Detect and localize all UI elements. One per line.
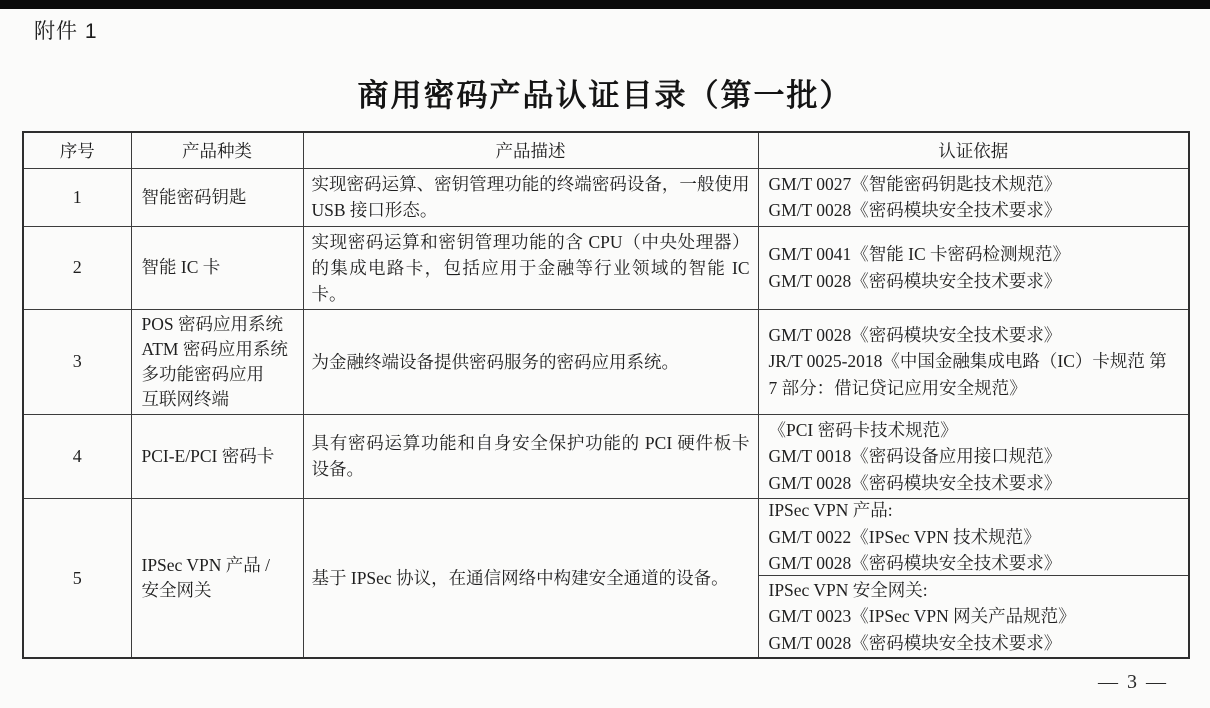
basis-line: GM/T 0027《智能密码钥匙技术规范》 — [768, 173, 1062, 194]
basis-cell — [758, 168, 1189, 226]
description-cell: 基于 IPSec 协议，在通信网络中构建安全通道的设备。 — [303, 499, 758, 659]
category-line: 互联网终端 — [141, 388, 229, 409]
category-cell — [131, 414, 303, 499]
table-row — [23, 226, 1189, 309]
category-line: PCI-E/PCI 密码卡 — [141, 445, 275, 466]
basis-subcell-vpn-product — [759, 499, 1189, 576]
basis-line: 《PCI 密码卡技术规范》 — [768, 419, 958, 440]
serial-cell: 1 — [23, 168, 131, 226]
category-line: 多功能密码应用 — [141, 363, 264, 384]
table-row — [23, 168, 1189, 226]
serial-cell: 3 — [23, 309, 131, 414]
basis-line: GM/T 0022《IPSec VPN 技术规范》 — [768, 526, 1041, 547]
table-row — [23, 414, 1189, 499]
basis-line: GM/T 0028《密码模块安全技术要求》 — [768, 270, 1062, 291]
category-line: 安全网关 — [141, 580, 212, 600]
category-cell — [131, 226, 303, 309]
basis-cell-split — [758, 499, 1189, 659]
category-cell — [131, 168, 303, 226]
basis-line: GM/T 0028《密码模块安全技术要求》 — [768, 632, 1062, 653]
table-header-row — [23, 132, 1189, 168]
basis-line: GM/T 0028《密码模块安全技术要求》 — [768, 324, 1062, 345]
serial-cell: 4 — [23, 414, 131, 499]
scan-edge-bar — [0, 0, 1210, 9]
description-cell: 为金融终端设备提供密码服务的密码应用系统。 — [303, 309, 758, 414]
basis-line: GM/T 0028《密码模块安全技术要求》 — [768, 200, 1062, 220]
basis-subcell-vpn-gateway — [759, 576, 1189, 657]
basis-line: GM/T 0041《智能 IC 卡密码检测规范》 — [768, 244, 1071, 264]
category-line: POS 密码应用系统 — [141, 313, 283, 334]
serial-cell: 2 — [23, 226, 131, 309]
description-cell: 实现密码运算和密钥管理功能的含 CPU（中央处理器）的集成电路卡，包括应用于金融等行业领域的智能 IC 卡。 — [303, 226, 758, 309]
column-header-serial: 序号 — [23, 132, 131, 168]
serial-cell: 5 — [23, 499, 131, 659]
column-header-basis: 认证依据 — [758, 132, 1189, 168]
basis-line: JR/T 0025-2018《中国金融集成电路（IC）卡规范 第 7 部分：借记贷记应用安全规范》 — [768, 351, 1167, 398]
category-cell — [131, 499, 303, 659]
description-cell: 实现密码运算、密钥管理功能的终端密码设备，一般使用 USB 接口形态。 — [303, 168, 758, 226]
basis-line: GM/T 0018《密码设备应用接口规范》 — [768, 446, 1062, 466]
basis-line: IPSec VPN 产品: — [768, 500, 893, 521]
document-title: 商用密码产品认证目录（第一批） — [357, 78, 853, 113]
basis-line: GM/T 0028《密码模块安全技术要求》 — [768, 472, 1062, 493]
basis-cell — [758, 414, 1189, 499]
category-line: IPSec VPN 产品 / — [141, 555, 271, 575]
table-row — [23, 499, 1189, 659]
certification-catalog-table — [22, 131, 1190, 659]
column-header-category: 产品种类 — [131, 132, 303, 168]
category-line: ATM 密码应用系统 — [141, 338, 288, 359]
basis-cell — [758, 309, 1189, 414]
basis-line: IPSec VPN 安全网关: — [768, 579, 928, 600]
basis-line: GM/T 0028《密码模块安全技术要求》 — [768, 553, 1062, 574]
category-cell — [131, 309, 303, 414]
category-line: 智能 IC 卡 — [141, 257, 221, 277]
attachment-label: 附件 1 — [34, 20, 98, 43]
description-cell: 具有密码运算功能和自身安全保护功能的 PCI 硬件板卡设备。 — [303, 414, 758, 499]
basis-cell — [758, 226, 1189, 309]
column-header-description: 产品描述 — [303, 132, 758, 168]
table-row — [23, 309, 1189, 414]
page-number: — 3 — — [1098, 671, 1168, 693]
category-line: 智能密码钥匙 — [141, 186, 247, 207]
basis-line: GM/T 0023《IPSec VPN 网关产品规范》 — [768, 606, 1076, 627]
